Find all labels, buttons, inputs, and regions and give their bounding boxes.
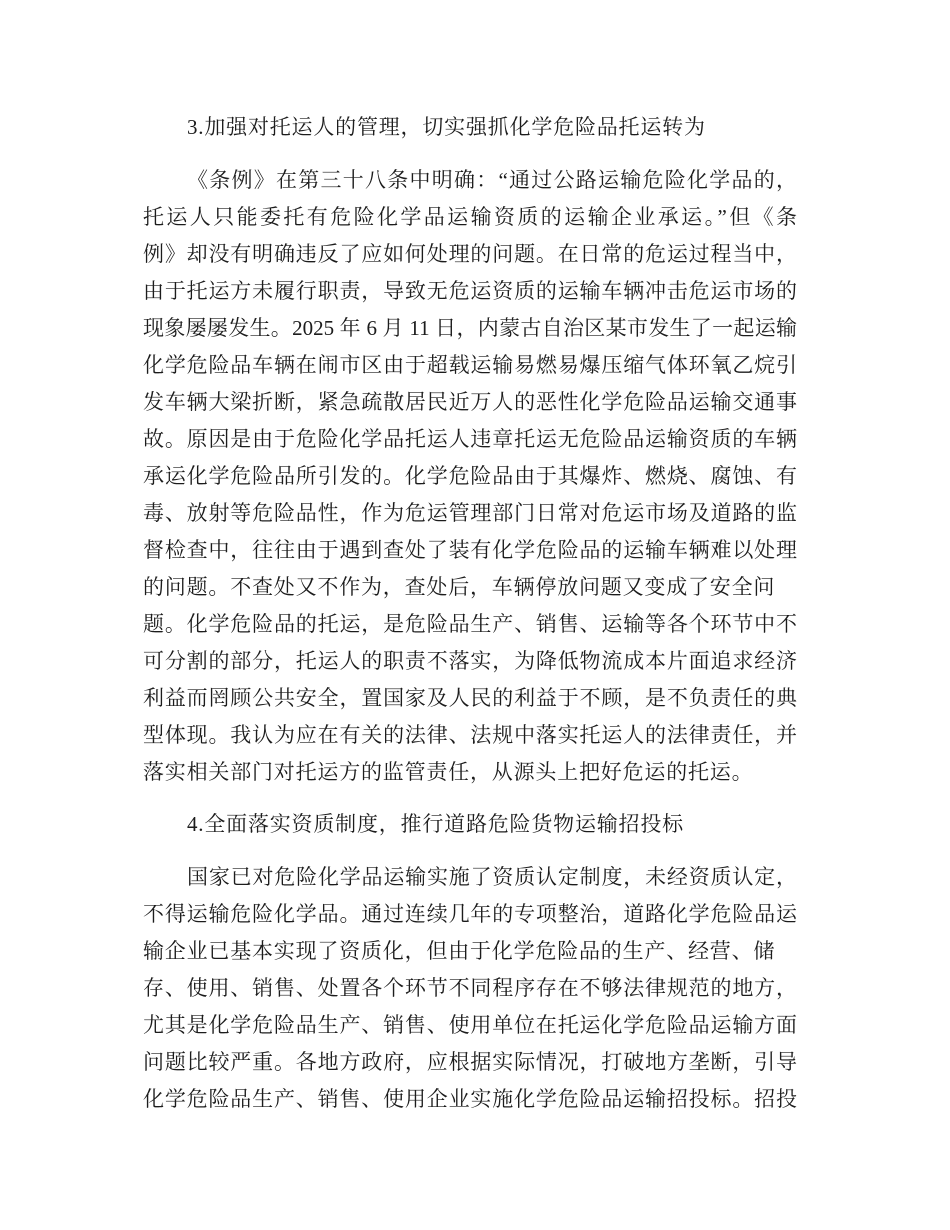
paragraph-line: 故。原因是由于危险化学品托运人违章托运无危险品运输资质的车辆: [143, 426, 797, 451]
paragraph: [143, 162, 797, 791]
paragraph-line: 不得运输危险化学品。通过连续几年的专项整治，道路化学危险品运: [143, 901, 797, 926]
paragraph-line: 利益而罔顾公共安全，置国家及人民的利益于不顾，是不负责任的典: [143, 685, 797, 710]
paragraph-line: 题。化学危险品的托运，是危险品生产、销售、运输等各个环节中不: [143, 611, 797, 636]
paragraph-line: 存、使用、销售、处置各个环节不同程序存在不够法律规范的地方，: [143, 975, 797, 1000]
paragraph-line: 督检查中，往往由于遇到查处了装有化学危险品的运输车辆难以处理: [143, 537, 797, 562]
paragraph-line: 国家已对危险化学品运输实施了资质认定制度，未经资质认定，: [187, 864, 797, 889]
paragraph-line: 由于托运方未履行职责，导致无危运资质的运输车辆冲击危运市场的: [143, 278, 797, 303]
section-heading: 4.全面落实资质制度，推行道路危险货物运输招投标: [187, 811, 684, 836]
paragraph-line: 的问题。不查处又不作为，查处后，车辆停放问题又变成了安全问: [143, 574, 776, 599]
paragraph-line: 承运化学危险品所引发的。化学危险品由于其爆炸、燃烧、腐蚀、有: [143, 463, 797, 488]
paragraph-line: 落实相关部门对托运方的监管责任，从源头上把好危运的托运。: [143, 759, 754, 784]
paragraph-line: 现象屡屡发生。2025 年 6 月 11 日，内蒙古自治区某市发生了一起运输: [143, 315, 797, 340]
paragraph-line: 输企业已基本实现了资质化，但由于化学危险品的生产、经营、储: [143, 938, 776, 963]
paragraph-line: 型体现。我认为应在有关的法律、法规中落实托运人的法律责任，并: [143, 722, 797, 747]
paragraph-line: 托运人只能委托有危险化学品运输资质的运输企业承运。”但《条: [143, 204, 797, 229]
paragraph-line: 问题比较严重。各地方政府，应根据实际情况，打破地方垄断，引导: [143, 1049, 797, 1074]
paragraph-line: 例》却没有明确违反了应如何处理的问题。在日常的危运过程当中，: [143, 241, 797, 266]
paragraph-line: 发车辆大梁折断，紧急疏散居民近万人的恶性化学危险品运输交通事: [143, 389, 797, 414]
paragraph-line: 化学危险品生产、销售、使用企业实施化学危险品运输招投标。招投: [143, 1086, 797, 1111]
paragraph-line: 毒、放射等危险品性，作为危运管理部门日常对危运市场及道路的监: [143, 500, 797, 525]
paragraph-line: 尤其是化学危险品生产、销售、使用单位在托运化学危险品运输方面: [143, 1012, 797, 1037]
paragraph-line: 化学危险品车辆在闹市区由于超载运输易燃易爆压缩气体环氧乙烷引: [143, 352, 797, 377]
paragraph-line: 可分割的部分，托运人的职责不落实，为降低物流成本片面追求经济: [143, 648, 797, 673]
paragraph-line: 《条例》在第三十八条中明确：“通过公路运输危险化学品的，: [187, 167, 797, 192]
section-heading: 3.加强对托运人的管理，切实强抓化学危险品托运转为: [187, 114, 706, 139]
paragraph: [143, 859, 797, 1118]
